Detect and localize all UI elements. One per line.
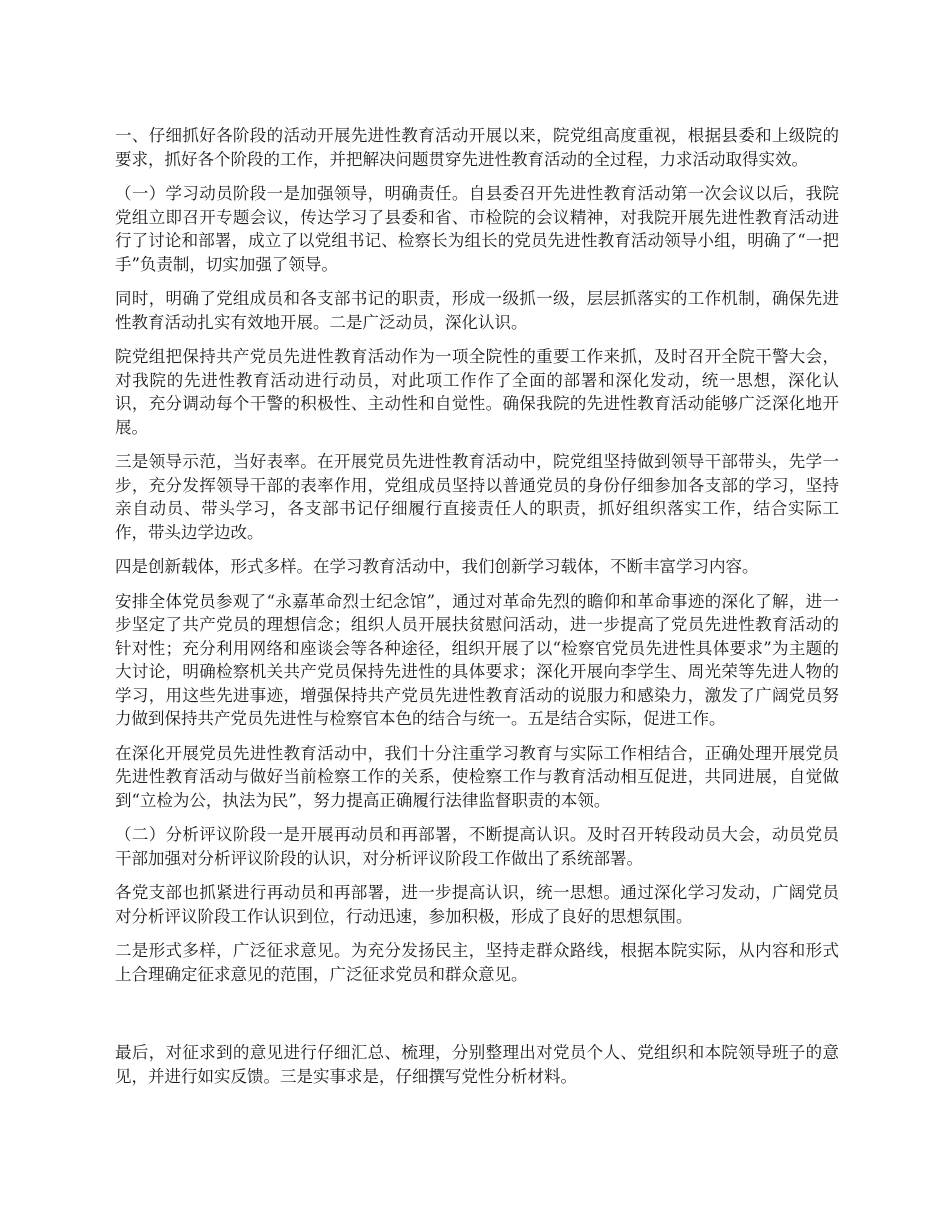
paragraph: 同时，明确了党组成员和各支部书记的职责，形成一级抓一级，层层抓落实的工作机制，确保先进性教育活动扎实有效地开展。二是广泛动员，深化认识。 xyxy=(115,289,839,332)
paragraph: 院党组把保持共产党员先进性教育活动作为一项全院性的重要工作来抓，及时召开全院干警大会，对我院的先进性教育活动进行动员，对此项工作作了全面的部署和深化发动，统一思想，深化认识，充分调动每个干警的积极性、主动性和自觉性。确保我院的先进性教育活动能够广泛深化地开展。 xyxy=(115,347,839,437)
paragraph: 一、仔细抓好各阶段的活动开展先进性教育活动开展以来，院党组高度重视，根据县委和上级院的要求，抓好各个阶段的工作，并把解决问题贯穿先进性教育活动的全过程，力求活动取得实效。 xyxy=(115,126,839,169)
paragraph: 四是创新载体，形式多样。在学习教育活动中，我们创新学习载体，不断丰富学习内容。 xyxy=(115,557,759,576)
paragraph: （一）学习动员阶段一是加强领导，明确责任。自县委召开先进性教育活动第一次会议以后，我院党组立即召开专题会议，传达学习了县委和省、市检院的会议精神，对我院开展先进性教育活动进行了讨论和部署，成立了以党组书记、检察长为组长的党员先进性教育活动领导小组，明确了“一把手”负责制，切实加强了领导。 xyxy=(115,184,839,274)
paragraph: 二是形式多样，广泛征求意见。为充分发扬民主，坚持走群众路线，根据本院实际，从内容和形式上合理确定征求意见的范围，广泛征求党员和群众意见。 xyxy=(115,941,839,984)
paragraph: 最后，对征求到的意见进行仔细汇总、梳理，分别整理出对党员个人、党组织和本院领导班子的意见，并进行如实反馈。三是实事求是，仔细撰写党性分析材料。 xyxy=(115,1043,839,1086)
paragraph: （二）分析评议阶段一是开展再动员和再部署，不断提高认识。及时召开转段动员大会，动员党员干部加强对分析评议阶段的认识，对分析评议阶段工作做出了系统部署。 xyxy=(115,825,839,868)
paragraph: 安排全体党员参观了“永嘉革命烈士纪念馆”，通过对革命先烈的瞻仰和革命事迹的深化了解，进一步坚定了共产党员的理想信念；组织人员开展扶贫慰问活动，进一步提高了党员先进性教育活动的针对性；充分利用网络和座谈会等各种途径，组织开展了以“检察官党员先进性具体要求”为主题的大讨论，明确检察机关共产党员保持先进性的具体要求；深化开展向李学生、周光荣等先进人物的学习，用这些先进事迹，增强保持共产党员先进性教育活动的说服力和感染力，激发了广阔党员努力做到保持共产党员先进性与检察官本色的结合与统一。五是结合实际，促进工作。 xyxy=(115,591,839,728)
paragraph: 各党支部也抓紧进行再动员和再部署，进一步提高认识，统一思想。通过深化学习发动，广阔党员对分析评议阶段工作认识到位，行动迅速，参加积极，形成了良好的思想氛围。 xyxy=(115,883,839,926)
document-body xyxy=(115,124,839,1099)
paragraph: 在深化开展党员先进性教育活动中，我们十分注重学习教育与实际工作相结合，正确处理开展党员先进性教育活动与做好当前检察工作的关系，使检察工作与教育活动相互促进，共同进展，自觉做到“立检为公，执法为民”，努力提高正确履行法律监督职责的本领。 xyxy=(115,743,839,810)
paragraph: 三是领导示范，当好表率。在开展党员先进性教育活动中，院党组坚持做到领导干部带头，先学一步，充分发挥领导干部的表率作用，党组成员坚持以普通党员的身份仔细参加各支部的学习，坚持亲自动员、带头学习，各支部书记仔细履行直接责任人的职责，抓好组织落实工作，结合实际工作，带头边学边改。 xyxy=(115,452,839,542)
